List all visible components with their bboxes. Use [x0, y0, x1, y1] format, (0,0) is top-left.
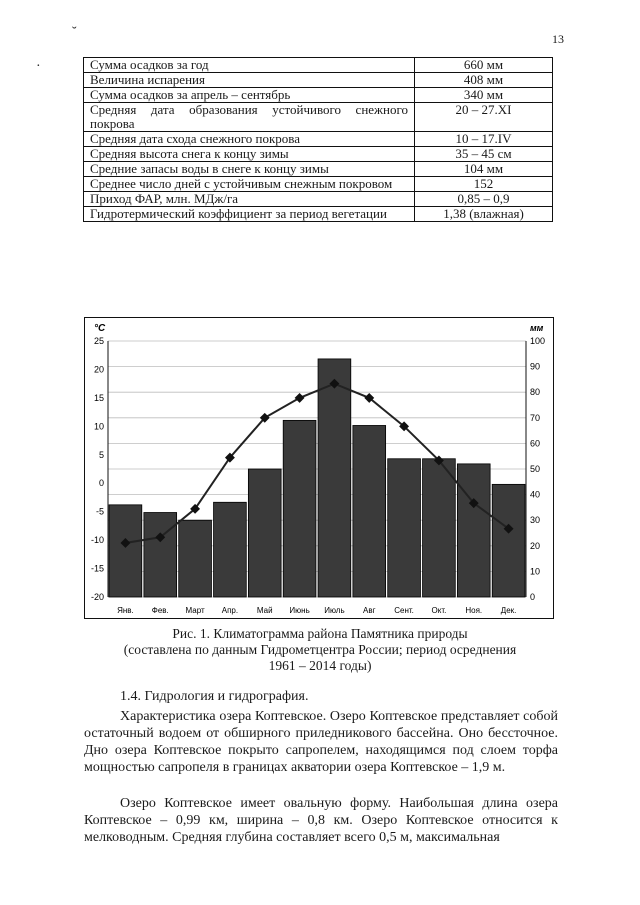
precipitation-bar [144, 513, 177, 597]
precipitation-bar [214, 502, 247, 597]
table-row [84, 192, 553, 207]
precipitation-bar [179, 520, 212, 597]
table-row [84, 162, 553, 177]
left-tick-label: -20 [90, 592, 104, 602]
left-tick-label: 10 [93, 421, 104, 432]
left-axis-unit: °С [94, 323, 106, 334]
table-row [84, 88, 553, 103]
precipitation-bar [388, 459, 421, 597]
figure-caption [90, 626, 550, 674]
value-cell: 35 – 45 см [415, 147, 553, 162]
value-cell: 340 мм [415, 88, 553, 103]
page-number: 13 [552, 32, 564, 46]
scan-speck: ˘ [72, 25, 77, 40]
scan-speck: · [36, 59, 41, 74]
precipitation-bar [318, 359, 351, 597]
month-label: Июнь [289, 606, 310, 615]
value-cell: 152 [415, 177, 553, 192]
table-row [84, 132, 553, 147]
caption-line: 1961 – 2014 годы) [268, 658, 372, 673]
month-label: Апр. [221, 606, 239, 615]
right-tick-label: 20 [530, 540, 541, 551]
right-tick-label: 0 [530, 592, 536, 602]
precipitation-bar [109, 505, 142, 597]
month-label: Май [256, 606, 273, 615]
month-label: Авг [362, 606, 376, 615]
month-label: Янв. [117, 606, 134, 615]
right-tick-label: 70 [530, 412, 541, 423]
right-tick-label: 100 [530, 336, 546, 346]
parameter-cell: Средняя дата образования устойчивого снежного покрова [84, 103, 415, 132]
right-tick-label: 10 [530, 566, 541, 577]
left-tick-label: -15 [90, 563, 104, 574]
paragraph: Озеро Коптевское имеет овальную форму. Наибольшая длина озера Коптевское – 0,99 км, ширина – 0,8 км. Озеро Коптевское относится к мелководным. Средняя глубина составляет всего 0,5 м, максимальная [84, 796, 558, 845]
table-row [84, 103, 553, 132]
month-label: Июль [324, 606, 345, 615]
precipitation-bar [492, 484, 525, 597]
value-cell: 10 – 17.IV [415, 132, 553, 147]
month-label: Окт. [431, 606, 447, 615]
left-tick-label: 0 [98, 478, 104, 489]
right-tick-label: 80 [530, 387, 541, 398]
parameter-cell: Средние запасы воды в снеге к концу зимы [84, 162, 415, 177]
left-tick-label: -10 [90, 535, 104, 546]
right-tick-label: 90 [530, 361, 541, 372]
parameter-cell: Средняя дата схода снежного покрова [84, 132, 415, 147]
right-axis-unit: мм [530, 323, 544, 333]
table-row [84, 58, 553, 73]
parameter-cell: Сумма осадков за год [84, 58, 415, 73]
left-tick-label: -5 [95, 506, 104, 517]
left-tick-label: 25 [93, 336, 104, 346]
right-tick-label: 40 [530, 489, 541, 500]
precipitation-bar [353, 425, 386, 597]
table-row [84, 147, 553, 162]
month-label: Март [185, 606, 205, 615]
caption-line: Рис. 1. Климатограмма района Памятника природы [172, 626, 468, 641]
parameter-cell: Средняя высота снега к концу зимы [84, 147, 415, 162]
parameter-cell: Гидротермический коэффициент за период вегетации [84, 207, 415, 222]
left-tick-label: 20 [93, 364, 104, 375]
right-tick-label: 30 [530, 515, 541, 526]
value-cell: 1,38 (влажная) [415, 207, 553, 222]
month-label: Ноя. [465, 606, 483, 615]
value-cell: 0,85 – 0,9 [415, 192, 553, 207]
climatogram-chart [84, 317, 554, 619]
month-label: Сент. [394, 606, 414, 615]
table-row [84, 73, 553, 88]
right-tick-label: 50 [530, 464, 541, 474]
parameter-cell: Приход ФАР, млн. МДж/га [84, 192, 415, 207]
month-label: Фев. [151, 606, 169, 615]
table-row [84, 177, 553, 192]
right-tick-label: 60 [530, 438, 541, 449]
table-row [84, 207, 553, 222]
paragraph: Характеристика озера Коптевское. Озеро Коптевское представляет собой остаточный водоем от обширного приледникового бассейна. Оно бессточное. Дно озера Коптевское покрыто сапропелем, находящимся под слоем торфа мощностью сапропеля в границах акватории озера Коптевское – 1,9 м. [84, 709, 558, 775]
precipitation-bar [457, 464, 490, 597]
left-tick-label: 15 [93, 392, 104, 403]
precipitation-bar [248, 469, 281, 597]
section-title: 1.4. Гидрология и гидрография. [120, 689, 309, 704]
precipitation-bar [423, 459, 456, 597]
month-label: Дек. [500, 606, 517, 615]
value-cell: 20 – 27.XI [415, 103, 553, 132]
value-cell: 660 мм [415, 58, 553, 73]
left-tick-label: 5 [98, 449, 104, 460]
climate-parameters-table [83, 57, 553, 222]
precipitation-bar [283, 420, 316, 597]
value-cell: 104 мм [415, 162, 553, 177]
caption-line: (составлена по данным Гидрометцентра России; период осреднения [123, 642, 517, 657]
value-cell: 408 мм [415, 73, 553, 88]
parameter-cell: Среднее число дней с устойчивым снежным покровом [84, 177, 415, 192]
parameter-cell: Сумма осадков за апрель – сентябрь [84, 88, 415, 103]
parameter-cell: Величина испарения [84, 73, 415, 88]
